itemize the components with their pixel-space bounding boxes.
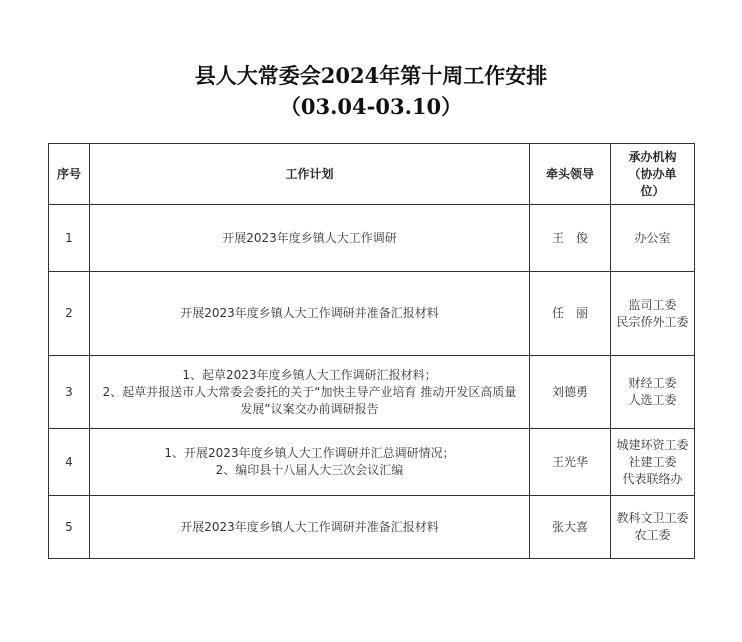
- plan-line: 发展”议案交办前调研报告: [240, 401, 379, 416]
- row-leader: 王光华: [530, 429, 611, 496]
- header-org-line: 承办机构: [628, 149, 677, 164]
- document-title: [0, 60, 742, 122]
- row-plan: [90, 205, 530, 272]
- table-row: [49, 356, 695, 429]
- work-schedule-table: [48, 143, 695, 559]
- org-line: 办公室: [634, 230, 671, 245]
- row-index: 5: [49, 496, 90, 559]
- plan-line: 1、开展2023年度乡镇人大工作调研并汇总调研情况；: [164, 446, 455, 460]
- header-org: [611, 144, 695, 205]
- table-row: [49, 205, 695, 272]
- org-line: 城建环资工委: [616, 437, 689, 452]
- header-plan: 工作计划: [90, 144, 530, 205]
- header-leader: 牵头领导: [530, 144, 611, 205]
- org-line: 社建工委: [628, 454, 677, 469]
- row-index: 1: [49, 205, 90, 272]
- org-line: 监司工委: [628, 297, 677, 312]
- row-org: [611, 496, 695, 559]
- org-line: 民宗侨外工委: [616, 314, 689, 329]
- row-leader: 王 俊: [530, 205, 611, 272]
- row-org: [611, 356, 695, 429]
- org-line: 财经工委: [628, 376, 677, 390]
- plan-line: 2、起草并报送市人大常委会委托的关于“加快主导产业培育 推动开发区高质量: [102, 384, 517, 399]
- row-leader: 张大喜: [530, 496, 611, 559]
- header-index: 序号: [49, 144, 90, 205]
- org-line: 人选工委: [628, 393, 677, 407]
- row-plan: [90, 356, 530, 429]
- title-date-range: （03.04-03.10）: [279, 94, 463, 119]
- row-plan: [90, 496, 530, 559]
- table-header-row: [49, 144, 695, 205]
- row-org: [611, 429, 695, 496]
- row-index: 2: [49, 272, 90, 356]
- plan-line: 开展2023年度乡镇人大工作调研: [222, 230, 397, 245]
- org-line: 教科文卫工委: [616, 511, 689, 525]
- table-row: [49, 429, 695, 496]
- title-main: 县人大常委会2024年第十周工作安排: [194, 63, 548, 88]
- row-org: [611, 272, 695, 356]
- plan-line: 开展2023年度乡镇人大工作调研并准备汇报材料: [180, 519, 439, 534]
- plan-line: 1、起草2023年度乡镇人大工作调研汇报材料；: [182, 367, 437, 382]
- row-org: [611, 205, 695, 272]
- row-index: 4: [49, 429, 90, 496]
- table-row: [49, 272, 695, 356]
- row-leader: 刘德勇: [530, 356, 611, 429]
- plan-line: 2、编印县十八届人大三次会议汇编: [215, 463, 404, 477]
- row-plan: [90, 429, 530, 496]
- plan-line: 开展2023年度乡镇人大工作调研并准备汇报材料: [180, 306, 439, 320]
- row-index: 3: [49, 356, 90, 429]
- org-line: 代表联络办: [622, 471, 683, 486]
- org-line: 农工委: [634, 528, 671, 542]
- header-org-line: 位）: [640, 183, 665, 198]
- row-leader: 任 丽: [530, 272, 611, 356]
- row-plan: [90, 272, 530, 356]
- header-org-line: （协办单: [628, 166, 677, 181]
- table-row: [49, 496, 695, 559]
